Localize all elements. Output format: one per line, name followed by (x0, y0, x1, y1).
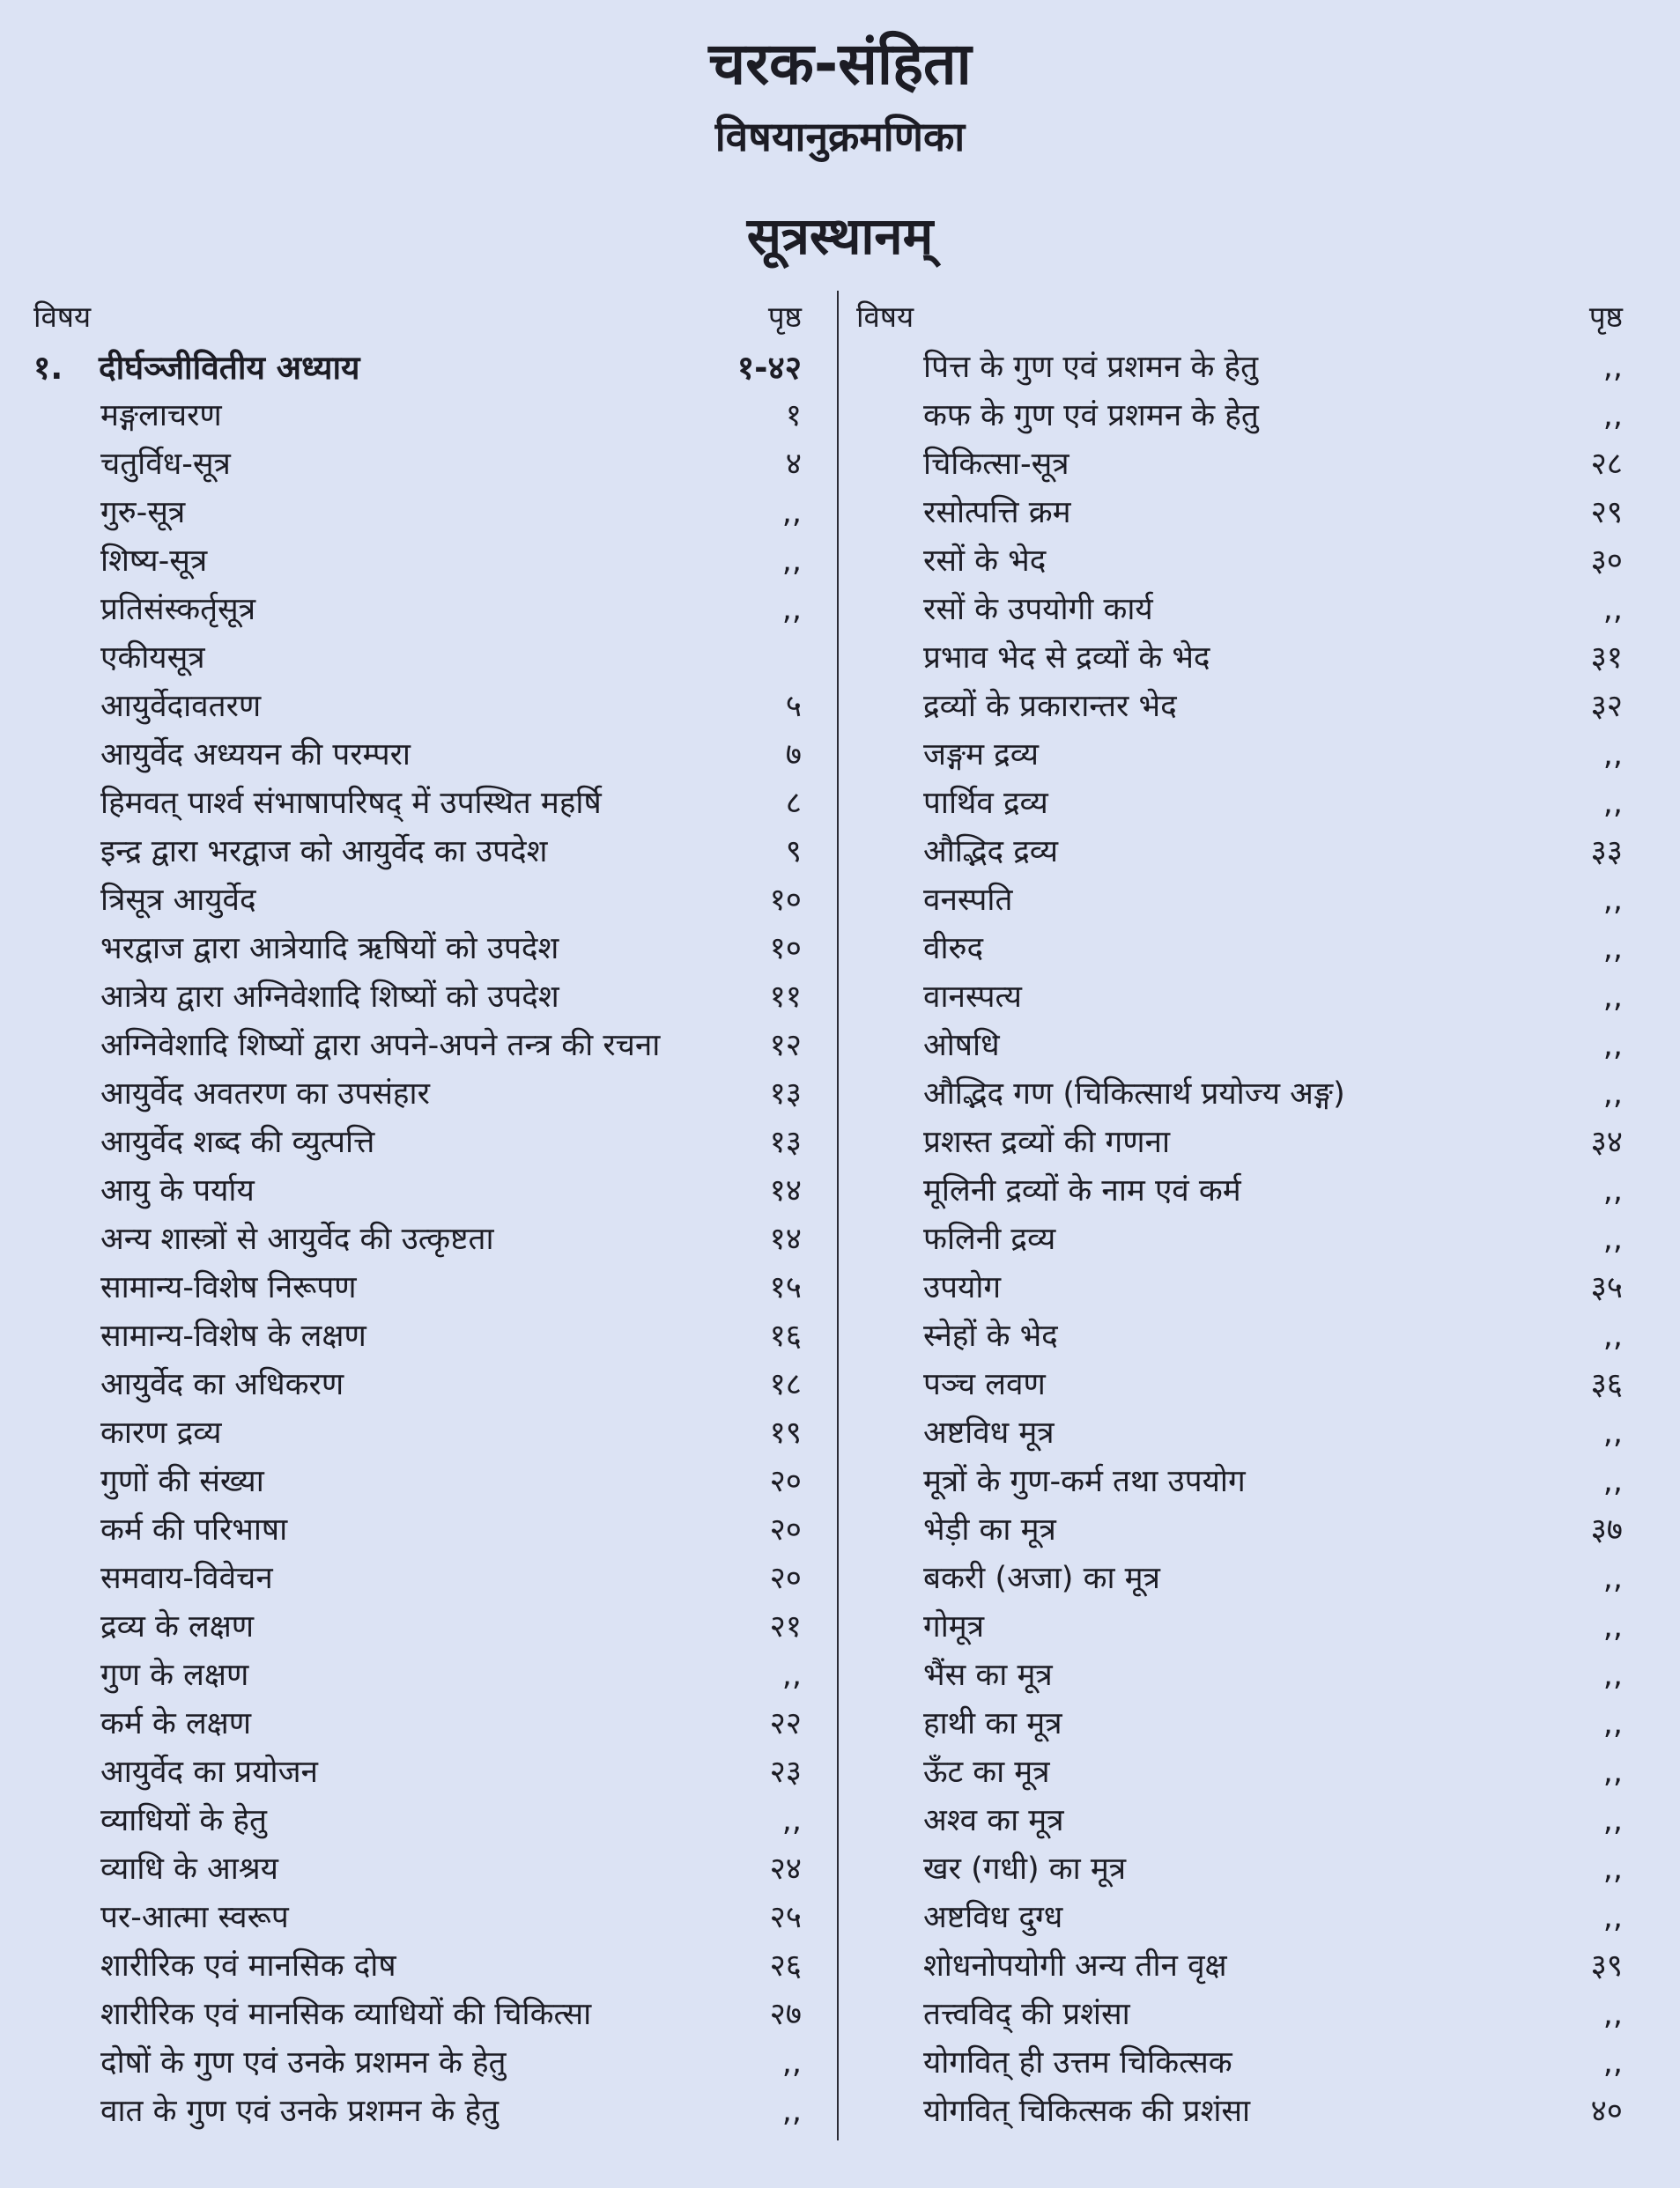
entry-title: योगवित् चिकित्सक की प्रशंसा (923, 2094, 1251, 2129)
toc-entry (33, 634, 802, 683)
entry-title: अश्व का मूत्र (923, 1803, 1064, 1838)
entry-title: आयुर्वेदावतरण (100, 689, 262, 724)
entry-title: भेड़ी का मूत्र (923, 1512, 1056, 1548)
entry-page: ,, (1602, 1803, 1623, 1838)
toc-entry (33, 1458, 802, 1506)
entry-title: त्रिसूत्र आयुर्वेद (100, 883, 256, 918)
toc-entry (33, 1167, 802, 1216)
toc-entry (33, 2088, 802, 2136)
entry-title: गुण के लक्षण (100, 1658, 249, 1693)
entry-page: ३५ (1590, 1270, 1623, 1305)
entry-title: आयुर्वेद का प्रयोजन (100, 1755, 318, 1790)
entry-title: फलिनी द्रव्य (923, 1222, 1056, 1257)
toc-entry (856, 1070, 1623, 1119)
entry-title: भैंस का मूत्र (923, 1658, 1053, 1693)
toc-entry (33, 1361, 802, 1409)
entry-title: कारण द्रव्य (100, 1416, 222, 1451)
toc-entry (856, 1458, 1623, 1506)
entry-title: समवाय-विवेचन (100, 1561, 273, 1596)
entry-title: शोधनोपयोगी अन्य तीन वृक्ष (923, 1948, 1227, 1984)
entry-page: ,, (1602, 1755, 1623, 1790)
entry-title: पर-आत्मा स्वरूप (100, 1900, 289, 1935)
toc-entry (33, 1748, 802, 1797)
chapter-title: दीर्घञ्जीवितीय अध्याय (99, 349, 360, 387)
entry-title: रसों के भेद (923, 543, 1047, 579)
entry-page: ३३ (1590, 834, 1623, 869)
entry-title: आत्रेय द्वारा अग्निवेशादि शिष्यों को उपदेश (100, 979, 559, 1015)
toc-entry (33, 1216, 802, 1264)
chapter-row (33, 344, 802, 392)
page-header: पृष्ठ (767, 299, 802, 334)
entry-page: ३७ (1590, 1512, 1623, 1548)
entry-title: वात के गुण एवं उनके प्रशमन के हेतु (100, 2094, 500, 2129)
entry-title: पञ्च लवण (923, 1367, 1046, 1402)
toc-entry (33, 392, 802, 440)
entry-title: पार्थिव द्रव्य (923, 786, 1048, 821)
entry-page: १४ (769, 1222, 802, 1257)
toc-entry (856, 1894, 1623, 1942)
entry-title: शारीरिक एवं मानसिक व्याधियों की चिकित्सा (100, 1997, 592, 2032)
entry-page: ,, (1602, 1319, 1623, 1354)
toc-entry (856, 1700, 1623, 1748)
toc-entry (33, 489, 802, 537)
entry-page: ,, (1602, 979, 1623, 1015)
toc-entry (33, 1991, 802, 2039)
entry-title: कफ के गुण एवं प्रशमन के हेतु (923, 398, 1259, 433)
toc-entry (33, 1700, 802, 1748)
toc-entry (856, 489, 1623, 537)
entry-page: ३० (1590, 543, 1623, 579)
toc-entries-right (856, 344, 1623, 2136)
entry-page: ,, (1602, 1658, 1623, 1693)
entry-title: उपयोग (923, 1270, 1002, 1305)
toc-entry (856, 1264, 1623, 1312)
entry-page: ३९ (1590, 1948, 1623, 1984)
entry-title: सामान्य-विशेष के लक्षण (100, 1319, 366, 1354)
entry-page: ३१ (1590, 640, 1623, 676)
entry-page: १९ (769, 1416, 802, 1451)
entry-page: २७ (769, 1997, 802, 2032)
entry-title: आयु के पर्याय (100, 1173, 255, 1209)
toc-entry (33, 1555, 802, 1603)
toc-entry (856, 1942, 1623, 1991)
toc-entry (856, 731, 1623, 780)
entry-title: अष्टविध दुग्ध (923, 1900, 1063, 1935)
toc-entry (33, 440, 802, 489)
entry-page: ,, (781, 1658, 802, 1693)
toc-entry (856, 1991, 1623, 2039)
entry-title: ओषधि (923, 1028, 1000, 1063)
entry-title: वीरुद (923, 931, 984, 966)
entry-title: अष्टविध मूत्र (923, 1416, 1055, 1451)
toc-entry (33, 780, 802, 828)
entry-title: वानस्पत्य (923, 979, 1022, 1015)
entry-page: ५ (785, 689, 802, 724)
entry-title: तत्त्वविद् की प्रशंसा (923, 1997, 1130, 2032)
entry-page: १८ (769, 1367, 802, 1402)
entry-page: ,, (1602, 2045, 1623, 2081)
toc-entry (856, 1216, 1623, 1264)
section-heading: सूत्रस्थानम् (746, 206, 934, 266)
entry-page: ,, (1602, 592, 1623, 627)
subject-header: विषय (33, 299, 92, 334)
entry-page: ,, (1602, 1900, 1623, 1935)
entry-page: ९ (785, 834, 802, 869)
entry-page: ,, (1602, 350, 1623, 385)
entry-title: योगवित् ही उत्तम चिकित्सक (923, 2045, 1232, 2081)
entry-page: २६ (769, 1948, 802, 1984)
toc-entry (33, 1797, 802, 1845)
entry-title: आयुर्वेद का अधिकरण (100, 1367, 344, 1402)
page-header: पृष्ठ (1588, 299, 1623, 334)
entry-page: ,, (1602, 1222, 1623, 1257)
entry-page: २० (769, 1464, 802, 1499)
entry-title: बकरी (अजा) का मूत्र (923, 1561, 1160, 1596)
entry-page: ,, (1602, 1609, 1623, 1645)
toc-entry (856, 876, 1623, 925)
entry-page: १० (769, 883, 802, 918)
toc-entry (856, 2088, 1623, 2136)
entry-page: १५ (769, 1270, 802, 1305)
entry-title: प्रभाव भेद से द्रव्यों के भेद (923, 640, 1210, 676)
toc-entry (856, 973, 1623, 1022)
contents-heading: विषयानुक्रमणिका (714, 113, 966, 160)
entry-page: २१ (769, 1609, 802, 1645)
entry-title: वनस्पति (923, 883, 1013, 918)
entry-page: ,, (1602, 786, 1623, 821)
entry-title: औद्भिद द्रव्य (923, 834, 1059, 869)
entry-title: पित्त के गुण एवं प्रशमन के हेतु (923, 350, 1259, 385)
toc-entry (856, 1022, 1623, 1070)
toc-entry (33, 537, 802, 586)
entry-page: ,, (1602, 1561, 1623, 1596)
entry-page: २९ (1590, 495, 1623, 530)
toc-entry (856, 1167, 1623, 1216)
toc-entry (856, 1409, 1623, 1458)
toc-entry (33, 1506, 802, 1555)
entry-title: रसों के उपयोगी कार्य (923, 592, 1153, 627)
entry-page: ३६ (1590, 1367, 1623, 1402)
entry-title: शारीरिक एवं मानसिक दोष (100, 1948, 396, 1984)
toc-entry (33, 1070, 802, 1119)
entry-page: ,, (781, 495, 802, 530)
toc-entry (856, 1312, 1623, 1361)
entry-title: मूत्रों के गुण-कर्म तथा उपयोग (923, 1464, 1246, 1499)
toc-entry (856, 828, 1623, 876)
subject-header: विषय (856, 299, 914, 334)
entry-title: आयुर्वेद शब्द की व्युत्पत्ति (100, 1125, 375, 1160)
toc-entry (856, 925, 1623, 973)
entry-page: ,, (1602, 1416, 1623, 1451)
entry-page: २३ (769, 1755, 802, 1790)
entry-title: इन्द्र द्वारा भरद्वाज को आयुर्वेद का उपदेश (100, 834, 548, 869)
toc-entry (33, 1022, 802, 1070)
entry-title: चिकित्सा-सूत्र (923, 447, 1069, 482)
entry-title: हिमवत् पार्श्व संभाषापरिषद् में उपस्थित महर्षि (100, 786, 602, 821)
entry-page: ,, (1602, 737, 1623, 772)
entry-page: ४ (785, 447, 802, 482)
toc-entry (856, 1555, 1623, 1603)
entry-title: अन्य शास्त्रों से आयुर्वेद की उत्कृष्टता (100, 1222, 494, 1257)
entry-page: ,, (1602, 931, 1623, 966)
entry-title: हाथी का मूत्र (923, 1706, 1062, 1741)
entry-title: द्रव्य के लक्षण (100, 1609, 255, 1645)
entry-title: शिष्य-सूत्र (100, 543, 208, 579)
toc-entry (33, 1264, 802, 1312)
entry-page: १ (785, 398, 802, 433)
entry-page: ,, (1602, 1173, 1623, 1209)
toc-entry (856, 1119, 1623, 1167)
toc-entry (33, 1652, 802, 1700)
entry-page: ८ (785, 786, 802, 821)
entry-page: २२ (769, 1706, 802, 1741)
entry-title: औद्भिद गण (चिकित्सार्थ प्रयोज्य अङ्ग) (923, 1076, 1345, 1112)
toc-entry (33, 1119, 802, 1167)
entry-page: ,, (1602, 883, 1623, 918)
chapter-number: १. (33, 349, 63, 387)
entry-title: खर (गधी) का मूत्र (923, 1852, 1127, 1887)
entry-page: ,, (1602, 398, 1623, 433)
entry-title: स्नेहों के भेद (923, 1319, 1058, 1354)
toc-entry (33, 1942, 802, 1991)
column-header (856, 291, 1623, 344)
toc-entry (33, 1894, 802, 1942)
entry-title: प्रतिसंस्कर्तृसूत्र (100, 592, 256, 627)
toc-entry (856, 634, 1623, 683)
entry-page: ३२ (1590, 689, 1623, 724)
toc-entry (856, 780, 1623, 828)
entry-page: २० (769, 1512, 802, 1548)
entry-page: ,, (781, 2094, 802, 2129)
entry-page: १३ (769, 1076, 802, 1112)
toc-entry (33, 1409, 802, 1458)
entry-page: ,, (1602, 1852, 1623, 1887)
entry-title: भरद्वाज द्वारा आत्रेयादि ऋषियों को उपदेश (100, 931, 559, 966)
toc-entry (33, 828, 802, 876)
entry-title: व्याधियों के हेतु (100, 1803, 267, 1838)
toc-entry (856, 683, 1623, 731)
entry-page: ,, (781, 543, 802, 579)
entry-page: ,, (1602, 1028, 1623, 1063)
column-divider (837, 291, 839, 2140)
entry-title: अग्निवेशादि शिष्यों द्वारा अपने-अपने तन्त्र की रचना (100, 1028, 661, 1063)
entry-title: गुणों की संख्या (100, 1464, 264, 1499)
toc-entry (33, 2039, 802, 2088)
toc-entry (33, 1312, 802, 1361)
toc-entry (856, 2039, 1623, 2088)
entry-page: १० (769, 931, 802, 966)
entry-page: ,, (1602, 1997, 1623, 2032)
toc-column-left (33, 291, 802, 2136)
toc-entry (856, 537, 1623, 586)
entry-title: दोषों के गुण एवं उनके प्रशमन के हेतु (100, 2045, 507, 2081)
toc-entry (856, 586, 1623, 634)
entry-page: ४० (1590, 2094, 1623, 2129)
entry-title: ऊँट का मूत्र (923, 1755, 1050, 1790)
toc-entry (33, 683, 802, 731)
entry-title: व्याधि के आश्रय (100, 1852, 278, 1887)
toc-entry (856, 392, 1623, 440)
entry-page: ,, (781, 2045, 802, 2081)
entry-title: द्रव्यों के प्रकारान्तर भेद (923, 689, 1177, 724)
entry-page: ,, (781, 592, 802, 627)
entry-page: २० (769, 1561, 802, 1596)
toc-entries-left (33, 392, 802, 2136)
chapter-pages: १-४२ (736, 349, 802, 387)
toc-column-right (856, 291, 1623, 2136)
toc-entry (33, 973, 802, 1022)
entry-title: मूलिनी द्रव्यों के नाम एवं कर्म (923, 1173, 1241, 1209)
entry-page: २५ (769, 1900, 802, 1935)
entry-title: चतुर्विध-सूत्र (100, 447, 231, 482)
entry-title: प्रशस्त द्रव्यों की गणना (923, 1125, 1171, 1160)
toc-entry (856, 1603, 1623, 1652)
toc-entry (856, 1797, 1623, 1845)
toc-entry (856, 1506, 1623, 1555)
entry-page: ,, (781, 1803, 802, 1838)
entry-page: ७ (785, 737, 802, 772)
entry-page: ,, (1602, 1076, 1623, 1112)
toc-entry (33, 925, 802, 973)
entry-title: एकीयसूत्र (100, 640, 205, 676)
toc-entry (33, 586, 802, 634)
entry-page: १४ (769, 1173, 802, 1209)
entry-page: ,, (1602, 1464, 1623, 1499)
toc-entry (856, 1845, 1623, 1894)
toc-entry (856, 1652, 1623, 1700)
entry-page: १२ (769, 1028, 802, 1063)
book-title: चरक-संहिता (708, 30, 972, 98)
entry-title: कर्म की परिभाषा (100, 1512, 288, 1548)
toc-entry (856, 1748, 1623, 1797)
entry-page: १६ (769, 1319, 802, 1354)
entry-page: १३ (769, 1125, 802, 1160)
toc-entry (33, 876, 802, 925)
toc-entry (33, 1603, 802, 1652)
entry-title: गोमूत्र (923, 1609, 985, 1645)
entry-title: सामान्य-विशेष निरूपण (100, 1270, 357, 1305)
entry-page: २८ (1590, 447, 1623, 482)
column-header (33, 291, 802, 344)
entry-title: रसोत्पत्ति क्रम (923, 495, 1071, 530)
toc-entry (33, 1845, 802, 1894)
toc-entry (33, 731, 802, 780)
entry-page: ३४ (1590, 1125, 1623, 1160)
toc-entry (856, 344, 1623, 392)
toc-entry (856, 1361, 1623, 1409)
entry-title: आयुर्वेद अवतरण का उपसंहार (100, 1076, 430, 1112)
entry-title: मङ्गलाचरण (100, 398, 222, 433)
entry-page: २४ (769, 1852, 802, 1887)
entry-title: आयुर्वेद अध्ययन की परम्परा (100, 737, 411, 772)
toc-entry (856, 440, 1623, 489)
entry-title: जङ्गम द्रव्य (923, 737, 1040, 772)
entry-title: गुरु-सूत्र (100, 495, 186, 530)
entry-page: ,, (1602, 1706, 1623, 1741)
entry-title: कर्म के लक्षण (100, 1706, 252, 1741)
entry-page: ११ (769, 979, 802, 1015)
